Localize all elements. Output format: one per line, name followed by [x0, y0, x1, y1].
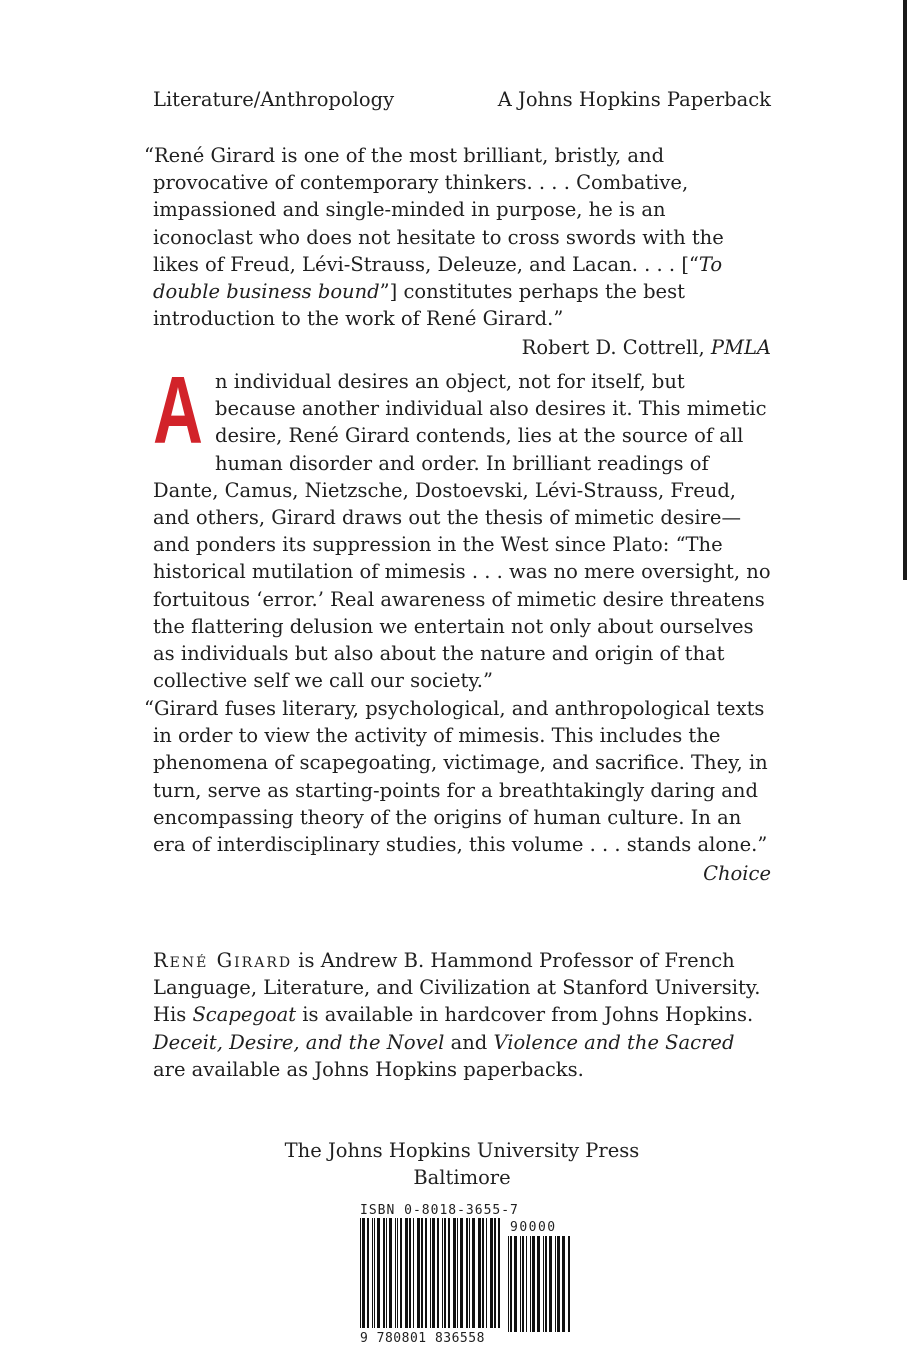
barcode-bar	[494, 1218, 496, 1328]
barcode-bar	[469, 1218, 470, 1328]
barcode-bar	[522, 1236, 524, 1332]
barcode-bar	[453, 1218, 456, 1328]
book-title: Scapegoat	[192, 1003, 297, 1027]
barcode-bar	[530, 1236, 531, 1332]
description-text: n individual desires an object, not for itself, but because another individual also desires it. This mimetic desire, René Girard contends, lies at the source of all human disorder and order. In brilliant readings of Dante, Camus, Nietzsche, Dostoevski, Lévi-Strauss, Freud, and others, Girard draws out the thesis of mimetic desire—and ponders its suppression in the West since Plato: “The historical mutilation of mimesis . . . was no mere oversight, no fortuitous ‘error.’ Real awareness of mimetic desire threatens the flattering delusion we entertain not only about ourselves as individuals but also about the nature and origin of that collective self we call our society.”	[153, 370, 771, 693]
series-label: A Johns Hopkins Paperback	[497, 88, 771, 111]
barcode-bar	[532, 1236, 535, 1332]
barcode-bar	[448, 1218, 450, 1328]
barcode-bar	[362, 1218, 365, 1328]
barcode-bar	[514, 1236, 517, 1332]
barcode-bar	[413, 1218, 414, 1328]
barcode-bar	[400, 1218, 402, 1328]
drop-cap: A	[153, 357, 203, 464]
journal-name: Choice	[703, 862, 771, 886]
barcode-bar	[389, 1218, 392, 1328]
barcode-bar	[543, 1236, 544, 1332]
barcode-bar	[460, 1218, 463, 1328]
barcode-bar	[444, 1218, 446, 1328]
barcode-bar	[520, 1236, 521, 1332]
barcode-bar	[508, 1236, 509, 1332]
isbn-number: ISBN 0-8018-3655-7	[360, 1203, 519, 1218]
barcode-bar	[568, 1236, 570, 1332]
author-name: René Girard	[153, 949, 293, 972]
barcode-bar	[557, 1236, 560, 1332]
barcode-bar	[510, 1236, 512, 1332]
barcode-bar	[430, 1218, 431, 1328]
barcode-bar	[545, 1236, 547, 1332]
barcode-bar	[466, 1218, 468, 1328]
barcode-bar	[425, 1218, 427, 1328]
publisher-name: The Johns Hopkins University Press	[284, 1139, 640, 1162]
barcode-bar	[437, 1218, 439, 1328]
isbn-barcode	[360, 1203, 575, 1353]
book-title: Deceit, Desire, and the Novel	[153, 1030, 445, 1054]
book-title: Violence and the Sacred	[493, 1030, 735, 1054]
barcode-bar	[397, 1218, 398, 1328]
addon-barcode	[508, 1236, 570, 1332]
journal-name: PMLA	[710, 336, 771, 360]
publisher-imprint	[153, 1137, 771, 1191]
barcode-bar	[395, 1218, 396, 1328]
price-addon-number: 90000	[510, 1220, 557, 1235]
book-description	[153, 357, 771, 694]
barcode-bar	[417, 1218, 420, 1328]
publisher-city: Baltimore	[413, 1166, 511, 1189]
ean-number: 9 780801 836558	[360, 1331, 485, 1346]
barcode-bar	[549, 1236, 552, 1332]
barcode-bar	[432, 1218, 435, 1328]
barcode-bar	[405, 1218, 408, 1328]
barcode-bar	[386, 1218, 387, 1328]
quote-text: “René Girard is one of the most brilliant, bristly, and provocative of contemporary thinkers. . . . Combative, impassioned and single-minded in purpose, he is an iconoclast who does not hesitate to cross swords with the likes of Freud, Lévi-Strauss, Deleuze, and Lacan. . . . [“To double business bound”] constitutes perhaps the best introduction to the work of René Girard.”	[144, 144, 724, 331]
barcode-bar	[490, 1218, 493, 1328]
barcode-bar	[409, 1218, 411, 1328]
quote-attribution: Robert D. Cottrell, PMLA	[521, 336, 771, 360]
ean-barcode	[360, 1218, 500, 1328]
barcode-bar	[472, 1218, 475, 1328]
barcode-bar	[457, 1218, 458, 1328]
review-quote-choice	[144, 695, 771, 887]
barcode-bar	[360, 1218, 361, 1328]
barcode-bar	[482, 1218, 484, 1328]
barcode-bar	[442, 1218, 443, 1328]
barcode-bar	[537, 1236, 540, 1332]
barcode-bar	[383, 1218, 385, 1328]
barcode-bar	[555, 1236, 556, 1332]
barcode-bar	[486, 1218, 487, 1328]
quote-text: “Girard fuses literary, psychological, and anthropological texts in order to view the activity of mimesis. This includes the phenomena of scapegoating, victimage, and sacrifice. They, in turn, serve as starting-points for a breathtakingly daring and encompassing theory of the origins of human culture. In an era of interdisciplinary studies, this volume . . . stands alone.”	[144, 697, 768, 857]
barcode-bar	[526, 1236, 527, 1332]
quoted-title: To double business bound	[153, 252, 723, 304]
barcode-bar	[421, 1218, 423, 1328]
barcode-bar	[377, 1218, 380, 1328]
barcode-bar	[478, 1218, 481, 1328]
barcode-bar	[562, 1236, 565, 1332]
quote-attribution	[153, 860, 771, 887]
barcode-bar	[498, 1218, 500, 1328]
author-bio: René Girard is Andrew B. Hammond Professor of French Language, Literature, and Civilization at Stanford University. His Scapegoat is available in hardcover from Johns Hopkins. Deceit, Desire, and the Novel and Violence and the Sacred are available as Johns Hopkins paperbacks.	[153, 949, 761, 1081]
review-quote-pmla	[144, 142, 771, 362]
barcode-bar	[374, 1218, 375, 1328]
category-label: Literature/Anthropology	[153, 88, 395, 111]
barcode-bar	[367, 1218, 369, 1328]
barcode-bar	[372, 1218, 373, 1328]
